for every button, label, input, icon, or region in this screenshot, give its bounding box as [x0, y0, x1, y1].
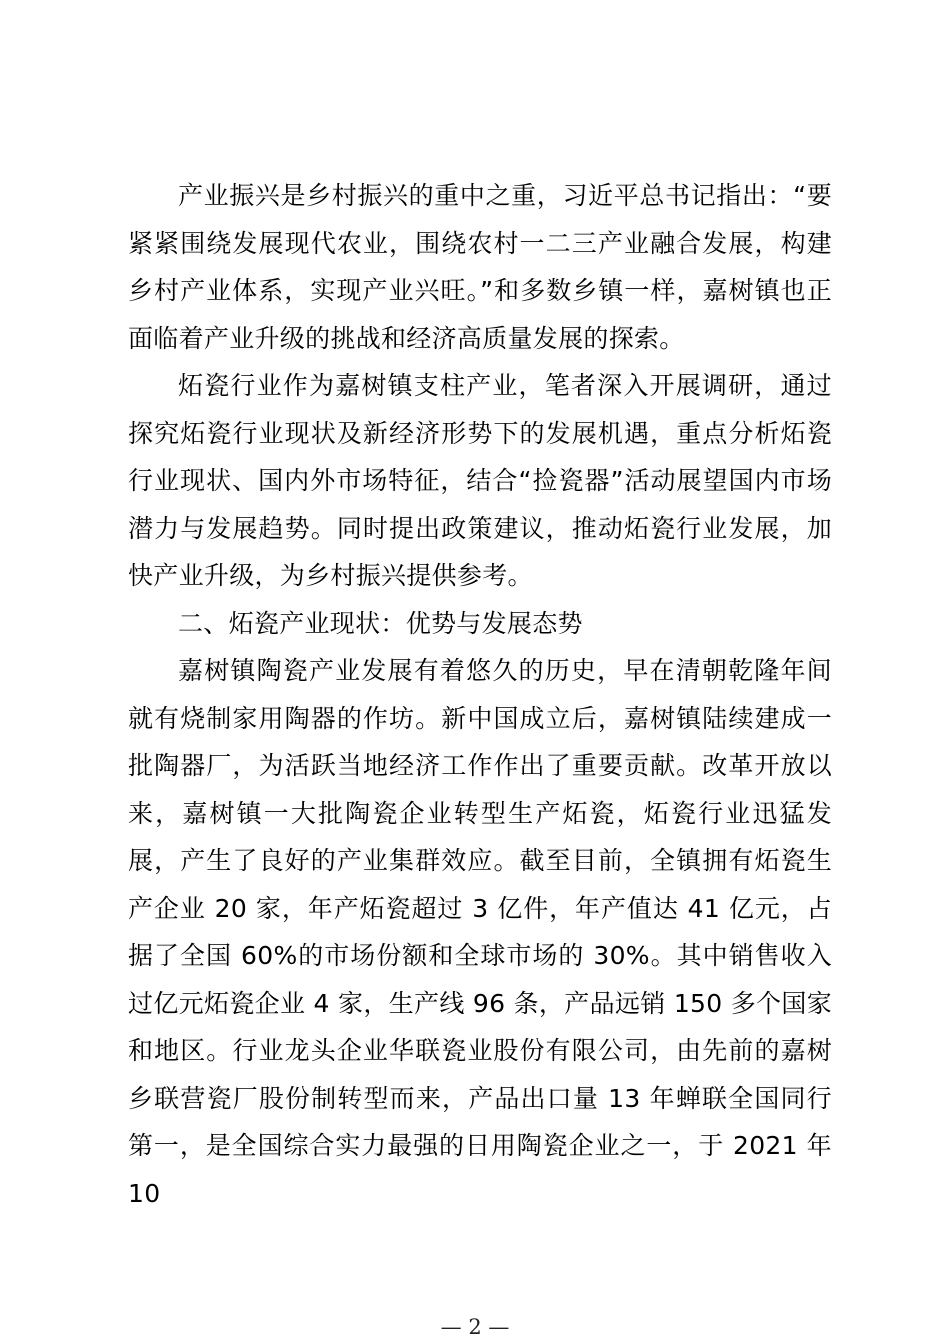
- section-heading: 二、炻瓷产业现状：优势与发展态势: [178, 608, 583, 638]
- page-number: — 2 —: [440, 1315, 510, 1339]
- intro-paragraph-2: 炻瓷行业作为嘉树镇支柱产业，笔者深入开展调研，通过探究炻瓷行业现状及新经济形势下的发展机遇，重点分析炻瓷行业现状、国内外市场特征，结合“捡瓷器”活动展望国内市场潜力与发展趋势。同时提出政策建议，推动炻瓷行业发展，加快产业升级，为乡村振兴提供参考。: [128, 371, 832, 590]
- section-paragraph: 嘉树镇陶瓷产业发展有着悠久的历史，早在清朝乾隆年间就有烧制家用陶器的作坊。新中国成立后，嘉树镇陆续建成一批陶器厂，为活跃当地经济工作作出了重要贡献。改革开放以来，嘉树镇一大批陶瓷企业转型生产炻瓷，炻瓷行业迅猛发展，产生了良好的产业集群效应。截至目前，全镇拥有炻瓷生产企业 20 家，年产炻瓷超过 3 亿件，年产值达 41 亿元，占据了全国 60%的市场份额和全球市场的 30%。其中销售收入过亿元炻瓷企业 4 家，生产线 96 条，产品远销 150 多个国家和地区。行业龙头企业华联瓷业股份有限公司，由先前的嘉树乡联营瓷厂股份制转型而来，产品出口量 13 年蝉联全国同行第一，是全国综合实力最强的日用陶瓷企业之一，于 2021 年 10: [128, 656, 832, 1208]
- intro-paragraph-1: 产业振兴是乡村振兴的重中之重，习近平总书记指出：“要紧紧围绕发展现代农业，围绕农村一二三产业融合发展，构建乡村产业体系，实现产业兴旺。”和多数乡镇一样，嘉树镇也正面临着产业升级的挑战和经济高质量发展的探索。: [128, 181, 832, 353]
- document-body: [128, 172, 832, 1217]
